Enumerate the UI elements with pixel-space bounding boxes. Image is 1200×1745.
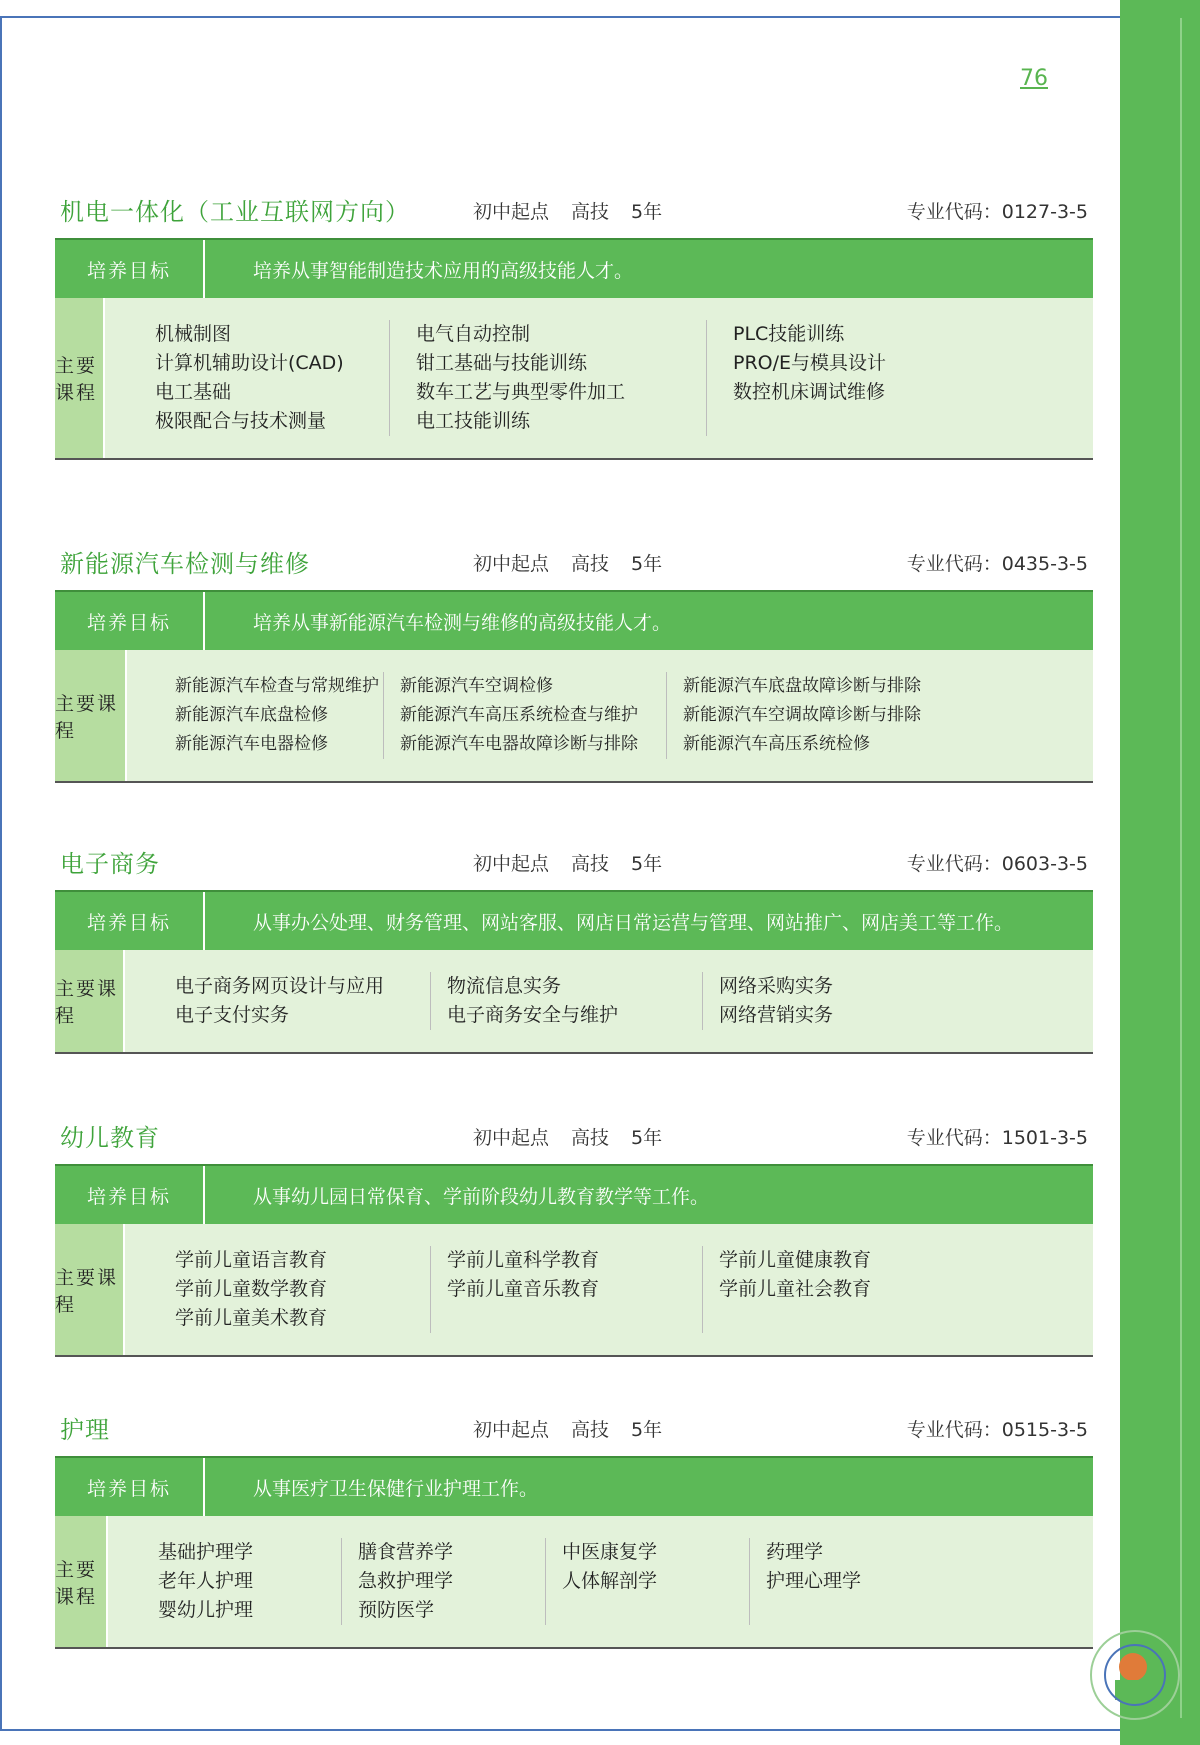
course-item: 网络营销实务 [719,1004,834,1026]
course-item: 急救护理学 [358,1570,454,1592]
course-item: 学前儿童科学教育 [447,1249,600,1271]
section-start: 初中起点 [473,201,550,223]
section-info [473,549,684,576]
page-frame-top [0,16,1120,18]
course-item: 物流信息实务 [447,975,562,997]
section-header [55,1110,1093,1164]
goal-row [55,890,1093,950]
course-column [667,672,1093,759]
course-item: 学前儿童语言教育 [175,1249,328,1271]
school-logo [1085,1625,1185,1725]
goal-row [55,238,1093,298]
course-row [55,950,1093,1054]
goal-text: 培养从事智能制造技术应用的高级技能人才。 [253,259,634,282]
course-item: 机械制图 [155,323,232,345]
course-columns [108,1516,1093,1647]
section-header [55,836,1093,890]
program-code: 专业代码：0515-3-5 [906,1419,1088,1441]
course-item: 新能源汽车高压系统检修 [683,734,870,754]
course-item: 钳工基础与技能训练 [416,352,588,374]
course-columns [125,950,1093,1052]
section-info [473,197,684,224]
course-column [342,1538,546,1625]
course-item: 新能源汽车电器检修 [175,734,328,754]
course-item: 计算机辅助设计(CAD) [155,352,344,374]
goal-text: 培养从事新能源汽车检测与维修的高级技能人才。 [253,611,672,634]
course-item: 电子商务安全与维护 [447,1004,619,1026]
goal-text: 从事医疗卫生保健行业护理工作。 [253,1477,539,1500]
course-item: 电气自动控制 [416,323,531,345]
section-level: 高技 [571,201,610,223]
program-section-new-energy-vehicle [55,536,1093,783]
section-start: 初中起点 [473,1127,550,1149]
course-item: 学前儿童健康教育 [719,1249,872,1271]
course-column [127,672,384,759]
goal-label: 培养目标 [55,592,205,650]
course-column [707,320,1093,436]
program-section-nursing [55,1402,1093,1649]
course-label: 主要课程 [55,1516,108,1647]
section-info [473,1415,684,1442]
course-label: 主要课程 [55,650,127,781]
section-level: 高技 [571,1127,610,1149]
section-header [55,536,1093,590]
section-years: 5年 [631,201,663,223]
course-row [55,1516,1093,1649]
section-level: 高技 [571,853,610,875]
program-section-mechatronics [55,184,1093,460]
section-info [473,849,684,876]
course-item: 极限配合与技术测量 [155,410,327,432]
logo-book-icon [1115,1680,1155,1700]
course-item: 电工基础 [155,381,232,403]
course-item: 电子支付实务 [175,1004,290,1026]
program-code: 专业代码：1501-3-5 [906,1127,1088,1149]
section-title: 电子商务 [60,850,160,878]
course-column [703,1246,1093,1333]
section-years: 5年 [631,1419,663,1441]
course-columns [125,1224,1093,1355]
course-column [390,320,707,436]
course-item: 护理心理学 [766,1570,862,1592]
course-column [125,972,431,1030]
goal-text: 从事办公处理、财务管理、网站客服、网店日常运营与管理、网站推广、网店美工等工作。 [253,911,1014,934]
course-item: 基础护理学 [158,1541,254,1563]
course-item: 新能源汽车高压系统检查与维护 [400,705,638,725]
section-title: 护理 [60,1416,110,1444]
section-level: 高技 [571,1419,610,1441]
course-item: 预防医学 [358,1599,435,1621]
course-label: 主要课程 [55,298,105,458]
course-item: 学前儿童美术教育 [175,1307,328,1329]
program-code: 专业代码：0435-3-5 [906,553,1088,575]
course-item: 药理学 [766,1541,824,1563]
course-column [546,1538,750,1625]
goal-label: 培养目标 [55,1458,205,1516]
course-item: 数车工艺与典型零件加工 [416,381,626,403]
page-frame-left [0,16,2,1731]
course-column [384,672,667,759]
program-code: 专业代码：0603-3-5 [906,853,1088,875]
section-years: 5年 [631,1127,663,1149]
section-years: 5年 [631,853,663,875]
course-column [431,1246,703,1333]
side-bar-line [1180,18,1182,1718]
course-columns [127,650,1093,781]
section-title: 新能源汽车检测与维修 [60,550,310,578]
course-item: 新能源汽车检查与常规维护 [175,676,379,696]
goal-label: 培养目标 [55,240,205,298]
course-item: 电子商务网页设计与应用 [175,975,385,997]
course-item: 婴幼儿护理 [158,1599,254,1621]
course-row [55,1224,1093,1357]
goal-label: 培养目标 [55,892,205,950]
course-column [125,1246,431,1333]
section-start: 初中起点 [473,553,550,575]
section-title: 幼儿教育 [60,1124,160,1152]
section-level: 高技 [571,553,610,575]
course-column [431,972,703,1030]
section-info [473,1123,684,1150]
course-item: 老年人护理 [158,1570,254,1592]
logo-sun-icon [1119,1653,1147,1681]
course-item: 数控机床调试维修 [733,381,886,403]
course-item: 电工技能训练 [416,410,531,432]
course-label: 主要课程 [55,950,125,1052]
course-item: 人体解剖学 [562,1570,658,1592]
section-start: 初中起点 [473,1419,550,1441]
course-item: 新能源汽车空调故障诊断与排除 [683,705,921,725]
section-title: 机电一体化（工业互联网方向） [60,198,410,226]
section-years: 5年 [631,553,663,575]
program-section-preschool-education [55,1110,1093,1357]
goal-row [55,1164,1093,1224]
course-item: 新能源汽车底盘故障诊断与排除 [683,676,921,696]
side-color-bar [1120,0,1200,1745]
course-column [108,1538,342,1625]
course-item: PLC技能训练 [733,323,845,345]
course-column [750,1538,1093,1625]
course-row [55,298,1093,460]
section-start: 初中起点 [473,853,550,875]
page-number: 76 [1020,66,1048,91]
section-header [55,184,1093,238]
goal-text: 从事幼儿园日常保育、学前阶段幼儿教育教学等工作。 [253,1185,710,1208]
course-item: 中医康复学 [562,1541,658,1563]
course-item: PRO/E与模具设计 [733,352,887,374]
course-column [105,320,390,436]
page-frame-bottom [0,1729,1120,1731]
course-item: 学前儿童音乐教育 [447,1278,600,1300]
course-item: 学前儿童社会教育 [719,1278,872,1300]
course-item: 网络采购实务 [719,975,834,997]
course-item: 新能源汽车电器故障诊断与排除 [400,734,638,754]
goal-row [55,1456,1093,1516]
course-item: 学前儿童数学教育 [175,1278,328,1300]
course-item: 新能源汽车底盘检修 [175,705,328,725]
section-header [55,1402,1093,1456]
goal-label: 培养目标 [55,1166,205,1224]
program-section-e-commerce [55,836,1093,1054]
course-item: 新能源汽车空调检修 [400,676,553,696]
course-column [703,972,1093,1030]
course-label: 主要课程 [55,1224,125,1355]
course-item: 膳食营养学 [358,1541,454,1563]
course-row [55,650,1093,783]
course-columns [105,298,1093,458]
program-code: 专业代码：0127-3-5 [906,201,1088,223]
goal-row [55,590,1093,650]
